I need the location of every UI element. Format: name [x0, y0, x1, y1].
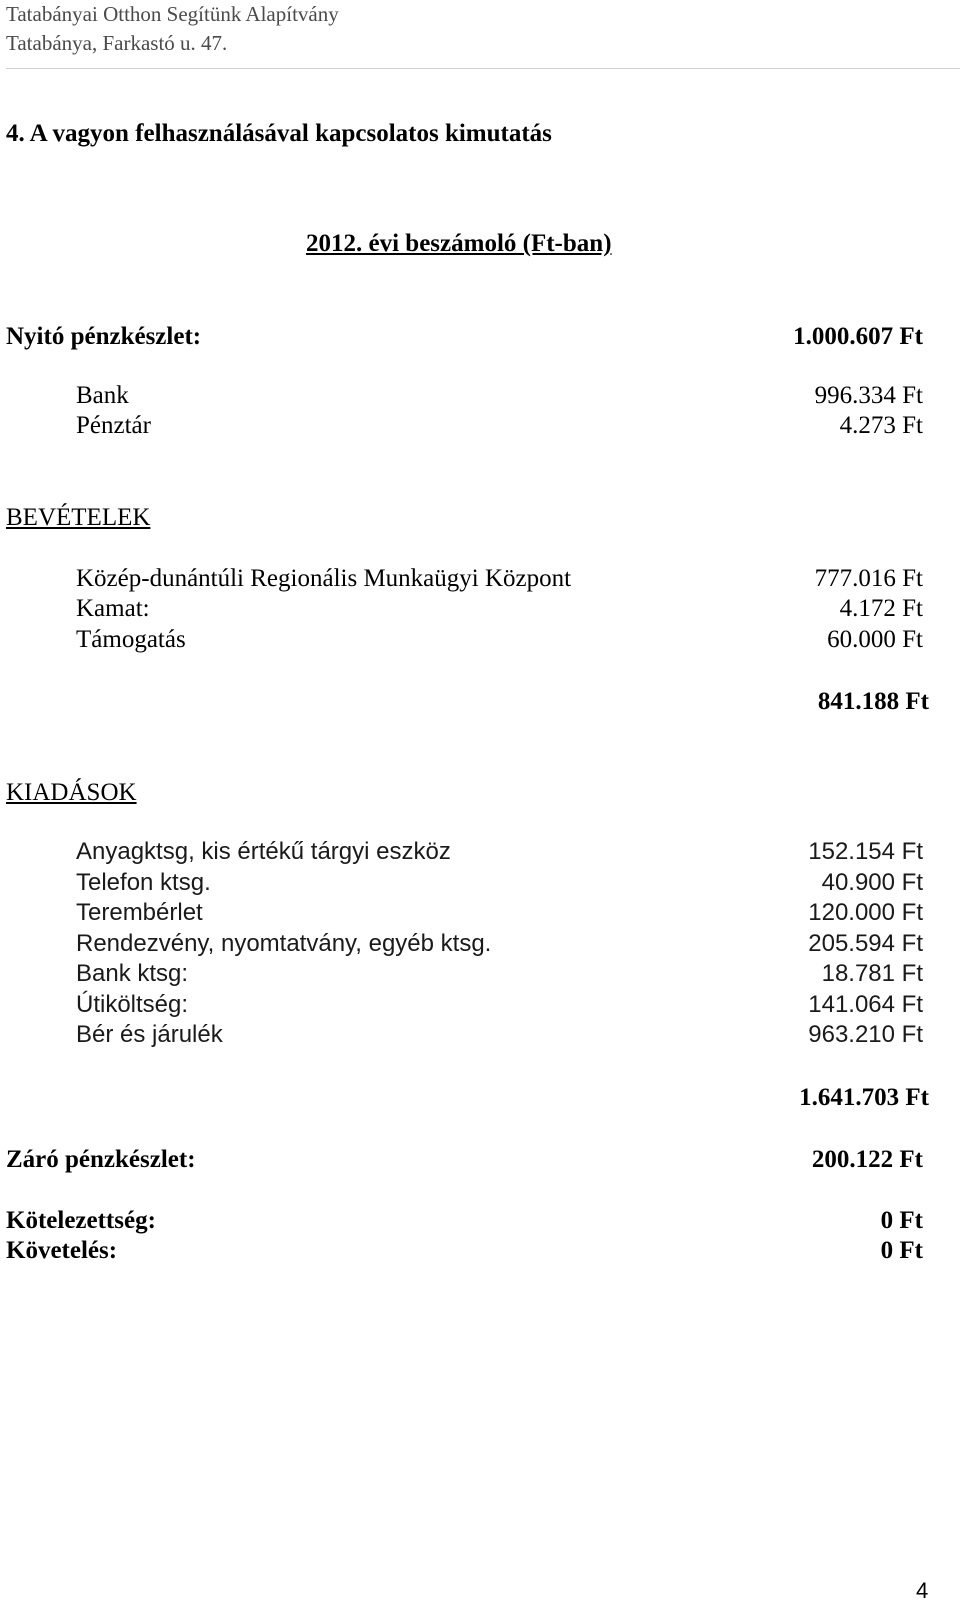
expense-item-label: Anyagktsg, kis értékű tárgyi eszköz: [76, 838, 451, 865]
opening-item-amount: 4.273 Ft: [839, 412, 923, 439]
expense-item-amount: 963.210 Ft: [808, 1021, 923, 1048]
income-item-amount: 60.000 Ft: [827, 626, 923, 653]
report-title: 2012. évi beszámoló (Ft-ban): [306, 230, 612, 257]
income-total: 841.188 Ft: [817, 688, 929, 715]
opening-item-label: Bank: [76, 382, 129, 409]
section-title: 4. A vagyon felhasználásával kapcsolatos kimutatás: [6, 120, 552, 147]
income-item-label: Kamat:: [76, 595, 150, 622]
liabilities-label: Kötelezettség:: [6, 1207, 156, 1234]
expense-item-amount: 152.154 Ft: [808, 838, 923, 865]
income-item-amount: 4.172 Ft: [839, 595, 923, 622]
expense-item-amount: 205.594 Ft: [808, 930, 923, 957]
expense-item-label: Rendezvény, nyomtatvány, egyéb ktsg.: [76, 930, 492, 957]
expense-item-label: Bank ktsg:: [76, 960, 189, 987]
expense-item-label: Terembérlet: [76, 899, 203, 926]
opening-item-amount: 996.334 Ft: [814, 382, 923, 409]
expense-item-amount: 40.900 Ft: [821, 869, 923, 896]
org-name: Tatabányai Otthon Segítünk Alapítvány: [6, 2, 339, 26]
liabilities-amount: 0 Ft: [880, 1207, 923, 1234]
expense-item-label: Útiköltség:: [76, 991, 189, 1018]
income-item-label: Támogatás: [76, 626, 186, 653]
expense-item-label: Telefon ktsg.: [76, 869, 211, 896]
expenses-total: 1.641.703 Ft: [799, 1084, 929, 1111]
org-address: Tatabánya, Farkastó u. 47.: [6, 31, 228, 55]
income-heading: BEVÉTELEK: [6, 504, 151, 531]
income-item-amount: 777.016 Ft: [814, 565, 923, 592]
expenses-heading: KIADÁSOK: [6, 779, 137, 806]
expense-item-amount: 18.781 Ft: [821, 960, 923, 987]
closing-label: Záró pénzkészlet:: [6, 1146, 196, 1173]
receivables-amount: 0 Ft: [880, 1237, 923, 1264]
opening-label: Nyitó pénzkészlet:: [6, 323, 202, 350]
income-item-label: Közép-dunántúli Regionális Munkaügyi Központ: [76, 565, 572, 592]
expense-item-label: Bér és járulék: [76, 1021, 223, 1048]
receivables-label: Követelés:: [6, 1237, 118, 1264]
opening-item-label: Pénztár: [76, 412, 151, 439]
expense-item-amount: 141.064 Ft: [808, 991, 923, 1018]
page-number: 4: [916, 1578, 929, 1603]
closing-amount: 200.122 Ft: [811, 1146, 923, 1173]
opening-total: 1.000.607 Ft: [793, 323, 923, 350]
header-divider: [6, 68, 960, 69]
expense-item-amount: 120.000 Ft: [808, 899, 923, 926]
